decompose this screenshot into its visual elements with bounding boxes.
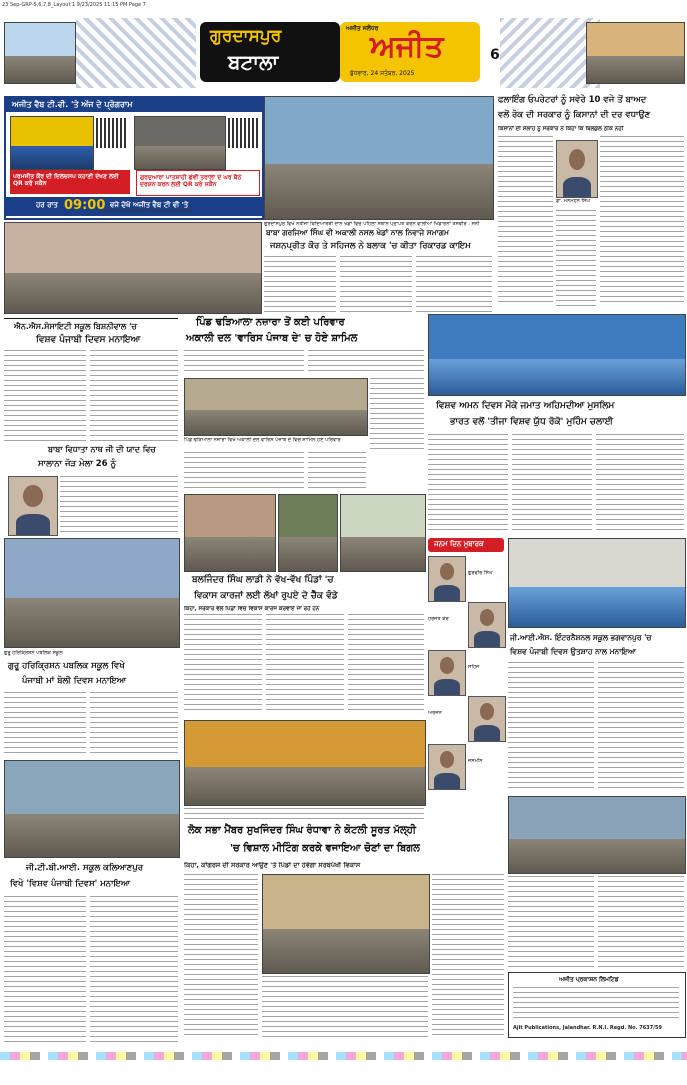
s7-body-2 [266,614,344,714]
s5-body-3 [596,434,684,534]
masthead-paper-block [340,22,480,82]
s1-photo [264,96,494,220]
s3-body-2 [90,350,178,442]
web-tv-schedule-bar: ਹਰ ਰਾਤ 09:00 ਵਜੇ ਦੇਖੋ ਅਜੀਤ ਵੈਬ ਟੀ ਵੀ 'ਤੇ [6,197,262,216]
s11-body-3 [432,874,504,1038]
s2-portrait [556,140,598,198]
s11-caption-lines [184,808,424,822]
birthday-name-5: ਜਸਮੀਨ [468,758,483,764]
s11-headline-2: 'ਚ ਵਿਸ਼ਾਲ ਮੀਟਿੰਗ ਕਰਕੇ ਵਜਾਇਆ ਚੋਣਾਂ ਦਾ ਬਿਗਲ [230,843,420,854]
s9-headline-2: ਪੰਜਾਬੀ ਮਾਂ ਬੋਲੀ ਦਿਵਸ ਮਨਾਇਆ [22,676,127,686]
s2-subhead: ਕਿਸਾਨਾਂ ਦੀ ਸਲਾਹ ਨੂੰ ਸਰਕਾਰ ਨੇ ਕਿਹਾ ਕਿ ਬਿਲਕੁਲ ਠੀਕ ਨਹੀਂ [498,126,624,132]
birthday-photo-1 [428,556,466,602]
birthday-kicker: ਜਨਮ ਦਿਨ ਮੁਬਾਰਕ [434,540,484,548]
page-number: 6 [490,47,500,63]
s5-body-1 [428,434,508,534]
s1-body-3 [416,256,492,312]
s4-body-4 [184,452,304,490]
web-tv-box [4,96,264,220]
s4-headline-2: ਅਕਾਲੀ ਦਲ 'ਵਾਰਿਸ ਪੰਜਾਬ ਦੇ' ਚ ਹੋਏ ਸ਼ਾਮਿਲ [186,333,358,344]
masthead-city-bottom: ਬਟਾਲਾ [228,50,279,74]
right-bottom-body-1 [508,876,594,968]
web-tv-right-thumb [134,116,226,170]
web-tv-right-qr [228,118,258,148]
web-tv-schedule-time: 09:00 [64,198,106,213]
s7-body-1 [184,614,262,714]
web-tv-left-thumb [10,116,94,170]
s1-body-1 [264,256,336,312]
s11-photo-bottom [262,874,430,974]
s2-body-3 [600,136,684,306]
center-photo-c [340,494,426,572]
s9-body-2 [90,692,178,756]
imprint-text: Ajit Publications, Jalandhar. R.N.I. Regd. No. 7637/59 [513,1025,662,1031]
print-imprint: 23 Sep-GRP-5,6,7,8_Layout 1 9/23/2025 11:15 PM Page 7 [2,2,146,8]
s6-headline-1: ਬਾਬਾ ਵਿਧਾਤਾ ਨਾਥ ਜੀ ਦੀ ਯਾਦ ਵਿਚ [48,445,156,454]
masthead-city-block [200,22,340,82]
s2-body-1 [498,136,553,306]
imprint-title: ਅਜੀਤ ਪ੍ਰਕਾਸ਼ਨ ਲਿਮਟਿਡ [559,976,619,983]
s9-body-1 [4,692,86,756]
s5-headline-2: ਭਾਰਤ ਵਲੋਂ 'ਤੀਜਾ ਵਿਸ਼ਵ ਯੁੱਧ ਰੋਕੋ' ਮੁਹਿੰਮ ਚਲਾਈ [450,417,614,427]
s12-headline-2: ਵਿਖੇ 'ਵਿਸ਼ਵ ਪੰਜਾਬੀ ਦਿਵਸ' ਮਨਾਇਆ [10,879,131,889]
s6-portrait [8,476,58,536]
web-tv-right-badge: ਗੁਰਦੁਆਰਾ ਪਾਤਸ਼ਾਹੀ ਛੇਵੀਂ ਤਰਾਲਾ ਦੇ ਘਰ ਬੈਠੇ ਦਰਸ਼ਨ ਕਰਨ ਲਈ QR ਕਰੋ ਸਕੈਨ [136,170,260,196]
masthead-paper-small: ਅਜੀਤ ਜਲੰਧਰ [346,25,379,32]
s1-headline-1: ਬਾਬਾ ਗਰਜਿਆ ਸਿੰਘ ਵੀ ਅਕਾਲੀ ਨਸਲ ਖੇਡਾਂ ਨਾਲ ਨਿਵਾਜੇ ਸਮਾਗਮ [266,228,449,237]
birthday-name-4: ਅਰਜਨ [428,710,442,716]
s10-headline-2: ਵਿਸ਼ਵ ਪੰਜਾਬੀ ਦਿਵਸ ਉਤਸ਼ਾਹ ਨਾਲ ਮਨਾਇਆ [510,647,637,656]
s6-body-1 [60,476,178,534]
masthead-city-top: ਗੁਰਦਾਸਪੁਰ [210,26,282,46]
s4-body-1 [184,350,304,374]
masthead-paper-name: ਅਜੀਤ [370,29,444,64]
masthead-right-photo [586,22,685,84]
web-tv-title: ਅਜੀਤ ਵੈਬ ਟੀ.ਵੀ. 'ਤੇ ਅੱਜ ਦੇ ਪ੍ਰੋਗਰਾਮ [12,100,133,109]
web-tv-title-bar [6,98,262,112]
s1-body-2 [340,256,412,312]
web-tv-left-qr [96,118,126,148]
birthday-name-3: ਸਹਿਜ [468,664,480,670]
birthday-photo-3 [428,650,466,696]
s4-body-3 [370,378,424,450]
s4-caption: ਪਿੰਡ ਢੜਿਆਲਾ ਨਜ਼ਾਰਾ ਵਿਖੇ ਅਕਾਲੀ ਦਲ ਵਾਰਿਸ ਪੰਜਾਬ ਦੇ ਵਿਚ ਸ਼ਾਮਿਲ ਹੋਏ ਪਰਿਵਾਰ [184,437,341,443]
birthday-kicker-box [428,538,504,552]
s10-body-1 [508,662,594,792]
web-tv-left-badge: ਪਰਮਜੀਤ ਕੌਰ ਦੀ ਦਿਲਚਸਪ ਕਹਾਣੀ ਦੇਖਣ ਲਈ QR ਕਰੋ ਸਕੈਨ [10,170,130,194]
s2-body-2 [556,210,596,306]
s12-body-2 [90,896,178,1046]
s7-subhead: ਕਿਹਾ, ਸਰਕਾਰ ਵਲੋਂ ਪਿੰਡਾਂ ਵਿਚ ਵਿਕਾਸ ਕਾਰਜ ਕਰਵਾਏ ਜਾ ਰਹੇ ਹਨ [184,606,320,612]
s7-headline-2: ਵਿਕਾਸ ਕਾਰਜਾਂ ਲਈ ਲੱਖਾਂ ਰੁਪਏ ਦੇ ਚੈੱਕ ਵੰਡੇ [194,591,338,601]
s11-headline-1: ਲੋਕ ਸਭਾ ਮੈਂਬਰ ਸੁਖਜਿੰਦਰ ਸਿੰਘ ਰੰਧਾਵਾ ਨੇ ਕੋਟਲੀ ਸੂਰਤ ਮੱਲ੍ਹੀ [188,825,416,836]
s1-caption: ਗੁਰਦਾਸਪੁਰ ਵਿਖੇ ਨਤੀਜਾ ਵਿਦਿਆਰਥੀ ਦਾਨ ਖੇਡਾਂ ਵਿਚ ਪਹਿਲਾ ਸਥਾਨ ਪ੍ਰਾਪਤ ਕਰਨ ਵਾਲੀਆਂ ਖਿਡਾਰਨਾਂ ਤਸਵੀਰ : ਸੋਨੀ [264,221,480,227]
birthday-photo-2 [468,602,506,648]
birthday-photo-4 [468,696,506,742]
s3-headline-1: ਐਨ.ਐਸ.ਸੋਸਾਇਟੀ ਸਕੂਲ ਬਿਸ਼ਨੀਵਾਲ 'ਚ [14,322,137,331]
masthead-pattern-left [76,18,196,88]
right-bottom-photo [508,796,686,874]
birthday-photo-5 [428,744,466,790]
s7-headline-1: ਬਲਜਿੰਦਰ ਸਿੰਘ ਲਾਡੀ ਨੇ ਵੱਖ-ਵੱਖ ਪਿੰਡਾਂ 'ਚ [192,575,334,585]
s9-headline-1: ਗੁਰੂ ਹਰਿਕ੍ਰਿਸ਼ਨ ਪਬਲਿਕ ਸਕੂਲ ਵਿਖੇ [8,661,125,671]
center-photo-a [184,494,276,572]
birthday-name-1: ਗੁਰਵੀਰ ਸਿੰਘ [468,570,493,576]
s12-body-1 [4,896,86,1046]
masthead-pattern-right [500,18,600,88]
s1-headline-2: ਜਸ਼ਨਪ੍ਰੀਤ ਕੌਰ ਤੇ ਸਹਿਜਲ ਨੇ ਬਲਾਕ 'ਚ ਕੀਤਾ ਰਿਕਾਰਡ ਕਾਇਮ [270,241,471,251]
birthday-name-2: ਹਰਜੋਤ ਕੌਰ [428,616,449,622]
s2-headline-2: ਵਲੋਂ ਰੋਕ ਦੀ ਸਰਕਾਰ ਨੂੰ ਕਿਸਾਨਾਂ ਦੀ ਦਰ ਵਧਾਉਣ [498,110,651,120]
s6-photo-caption: ਗੁਰੂ ਹਰਿਕ੍ਰਿਸ਼ਨ ਪਬਲਿਕ ਸਕੂਲ [4,650,63,656]
s11-body-2 [262,976,428,1038]
s11-photo-top [184,720,426,806]
s7-body-3 [348,614,424,714]
s6-headline-2: ਸਾਲਾਨਾ ਜੋੜ ਮੇਲਾ 26 ਨੂੰ [38,459,117,469]
web-tv-social: youtube.com/ajitwebtv facebook.com/ajitweb [100,208,192,213]
masthead-date: ਬੁੱਧਵਾਰ, 24 ਸਤੰਬਰ, 2025 [350,70,415,77]
imprint-box [508,972,686,1038]
s3-headline-2: ਵਿਸ਼ਵ ਪੰਜਾਬੀ ਦਿਵਸ ਮਨਾਇਆ [36,335,141,345]
s5-photo [428,314,686,396]
s12-headline-1: ਜੀ.ਟੀ.ਬੀ.ਆਈ. ਸਕੂਲ ਕਲਿਆਣਪੁਰ [26,863,143,873]
s5-body-2 [512,434,592,534]
masthead [0,12,687,92]
s11-subhead: ਕਿਹਾ, ਕਾਂਗਰਸ ਦੀ ਸਰਕਾਰ ਆਉਣ 'ਤੇ ਪਿੰਡਾਂ ਦਾ ਹੋਵੇਗਾ ਸਰਬਪੱਖੀ ਵਿਕਾਸ [184,862,361,869]
registration-strip [0,1052,687,1060]
s3-body-1 [4,350,86,442]
s2-headline-1: ਫਲਾਇੰਗ ਓਪਰੇਟਰਾਂ ਨੂੰ ਸਵੇਰੇ 10 ਵਜੇ ਤੋਂ ਬਾਅਦ [498,95,647,105]
center-photo-b [278,494,338,572]
s4-body-5 [308,452,366,490]
masthead-left-photo [4,22,76,84]
s4-body-2 [308,350,424,374]
s4-photo [184,378,368,436]
s10-body-2 [598,662,684,792]
s5-headline-1: ਵਿਸ਼ਵ ਅਮਨ ਦਿਵਸ ਮੌਕੇ ਜਮਾਤ ਅਹਿਮਦੀਆ ਮੁਸਲਿਮ [436,401,615,411]
s4-headline-1: ਪਿੰਡ ਢੜਿਆਲਾ ਨਜ਼ਾਰਾ ਤੋਂ ਕਈ ਪਰਿਵਾਰ [196,317,345,328]
s2-byline: ਡਾ. ਮਨਮੋਹਨ ਸਿੰਘ [556,198,591,204]
right-bottom-body-2 [598,876,684,968]
left-group-photo [4,222,262,314]
s10-headline-1: ਜੀ.ਆਈ.ਐਸ. ਇੰਟਰਨੈਸ਼ਨਲ ਸਕੂਲ ਭਗਵਾਨਪੁਰ 'ਚ [510,633,652,642]
s6-school-photo [4,538,180,648]
s11-body-1 [184,874,258,1038]
s9-photo [4,760,180,858]
s10-photo [508,538,686,628]
